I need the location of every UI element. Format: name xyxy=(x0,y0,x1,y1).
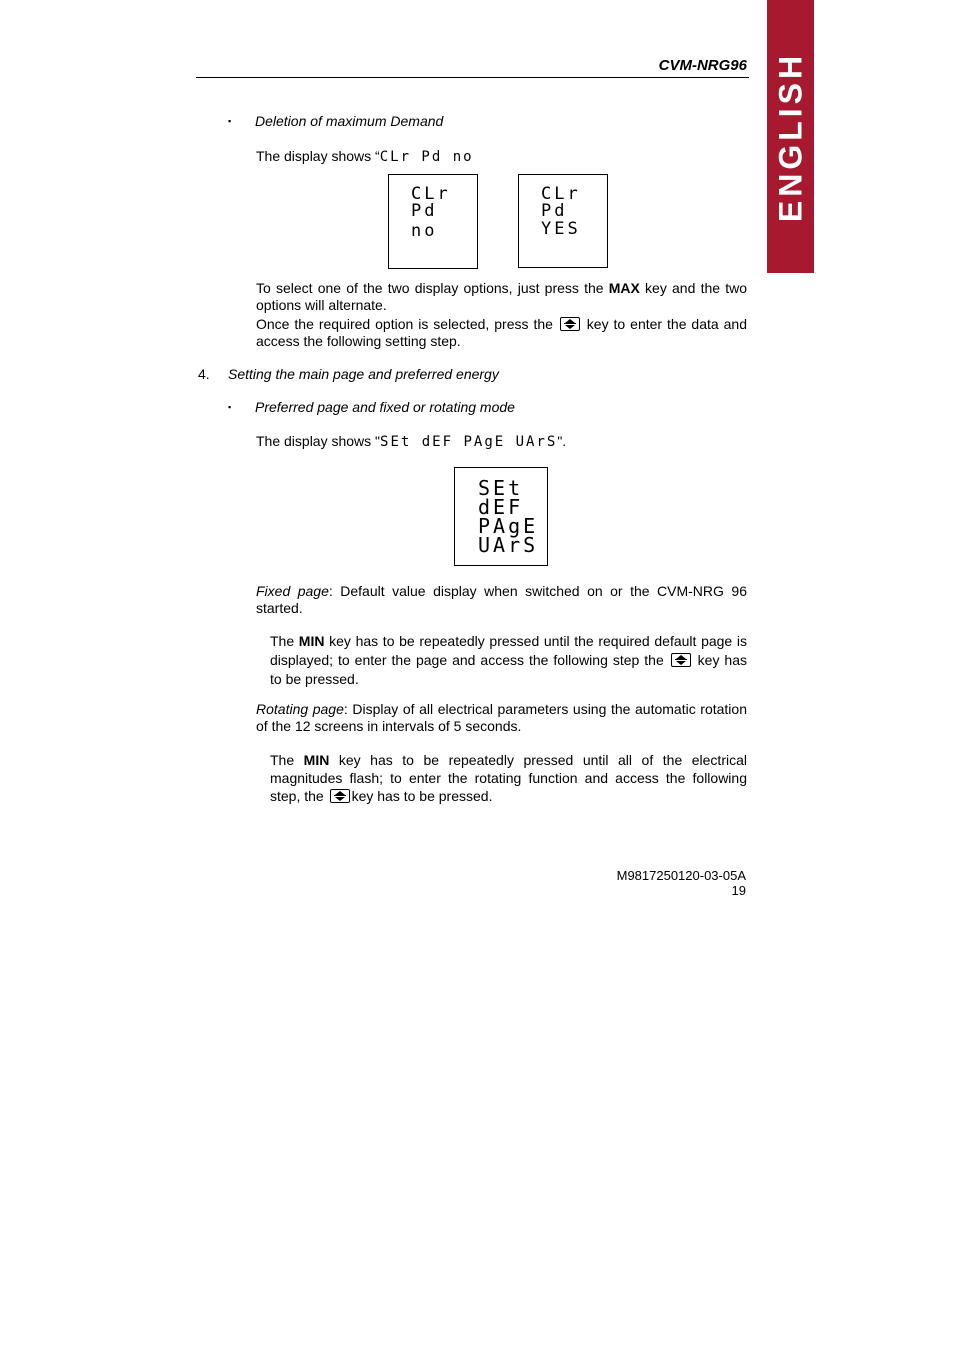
panel-line: YES xyxy=(541,219,581,239)
panel-line: CLr xyxy=(411,184,451,204)
subsection-heading: Preferred page and fixed or rotating mode xyxy=(255,399,515,415)
bullet: ▪ xyxy=(228,116,232,126)
header-rule xyxy=(196,77,749,78)
display-prefix: The display shows " xyxy=(256,433,381,449)
language-tab-label: ENGLISH xyxy=(772,51,808,222)
display-code: SEt dEF PAgE UArS xyxy=(380,434,558,450)
display-line xyxy=(256,148,474,165)
updown-key-icon xyxy=(330,789,350,803)
panel-line: Pd xyxy=(411,201,438,221)
document-title: CVM-NRG96 xyxy=(658,57,747,74)
panel-line: UArS xyxy=(478,533,539,557)
display-prefix: The display shows “ xyxy=(256,148,380,164)
section-number: 4. xyxy=(198,366,210,382)
panel-line: no xyxy=(411,221,438,241)
panel-line: Pd xyxy=(541,201,568,221)
panel-line: CLr xyxy=(541,184,581,204)
updown-key-icon xyxy=(671,653,691,667)
paragraph: Once the required option is selected, press the key to enter the data and access the following setting step. xyxy=(256,316,747,349)
paragraph: Fixed page: Default value display when switched on or the CVM-NRG 96 started. xyxy=(256,583,747,616)
display-panel-setdef xyxy=(454,467,548,566)
panel-line: SEt xyxy=(478,476,524,500)
paragraph: Rotating page: Display of all electrical parameters using the automatic rotation of the 12 screens in intervals of 5 seconds. xyxy=(256,701,747,734)
paragraph: The MIN key has to be repeatedly pressed until all of the electrical magnitudes flash; to enter the rotating function and access the following step, the key has to be pressed. xyxy=(270,752,747,804)
section-heading: Deletion of maximum Demand xyxy=(255,113,444,129)
display-line xyxy=(256,433,566,450)
display-code: CLr Pd no xyxy=(379,149,474,165)
paragraph: To select one of the two display options, just press the MAX key and the two options will alternate. xyxy=(256,280,747,313)
updown-key-icon xyxy=(560,317,580,331)
display-panel-no xyxy=(388,174,478,269)
panel-line: PAgE xyxy=(478,514,539,538)
display-suffix: ". xyxy=(557,433,567,449)
page-number: 19 xyxy=(731,883,746,898)
language-tab xyxy=(767,0,814,273)
panel-line: dEF xyxy=(478,495,524,519)
paragraph: The MIN key has to be repeatedly pressed until the required default page is displayed; to enter the page and access the following step the key has to be pressed. xyxy=(270,633,748,687)
bullet: ▪ xyxy=(228,402,232,412)
document-code: M9817250120-03-05A xyxy=(616,868,746,883)
section-heading: Setting the main page and preferred energy xyxy=(228,366,499,382)
display-panel-yes xyxy=(518,174,608,268)
